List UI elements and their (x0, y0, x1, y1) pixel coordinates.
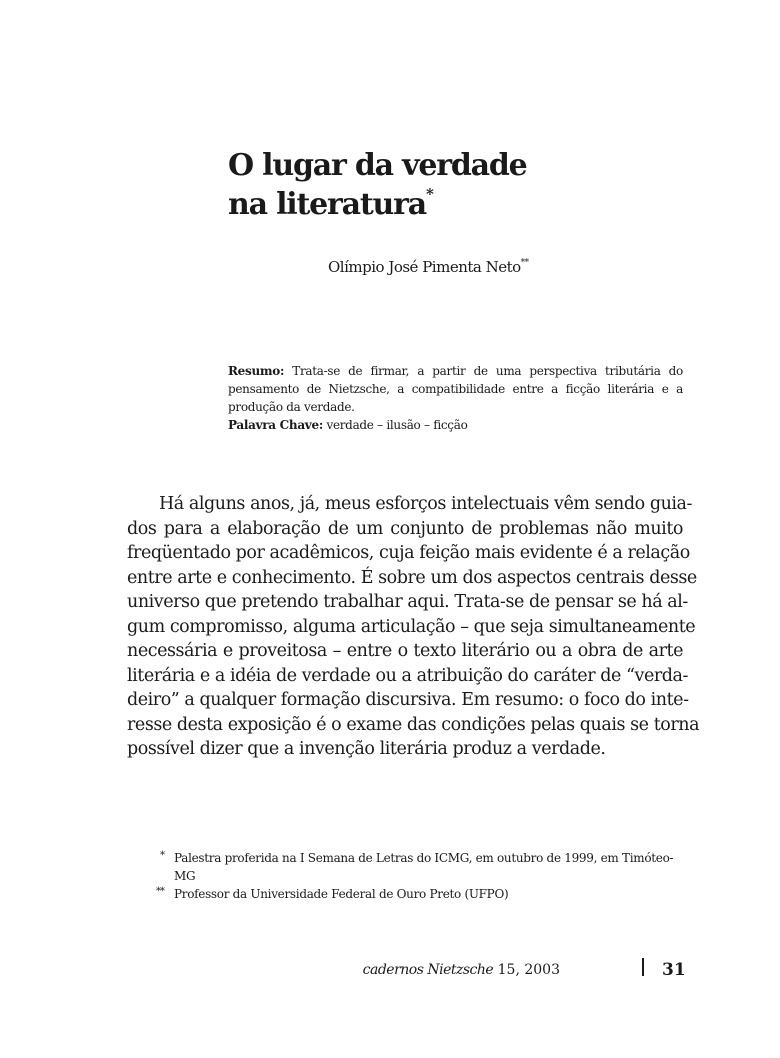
article-title (228, 146, 708, 224)
journal-name: cadernos Nietzsche (362, 962, 494, 978)
title-line-1: O lugar da verdade (228, 148, 527, 183)
author-footnote-mark: ** (520, 258, 529, 268)
footnote-1 (160, 849, 685, 885)
body-line: deiro” a qualquer formação discursiva. Em resumo: o foco do inte- (127, 690, 689, 710)
body-line: resse desta exposição é o exame das condições pelas quais se torna (127, 714, 700, 735)
body-paragraph (127, 492, 700, 762)
abstract-label: Resumo: (228, 364, 285, 378)
body-line: universo que pretendo trabalhar aqui. Trata-se de pensar se há al- (127, 592, 688, 612)
page-number: 31 (662, 960, 686, 980)
keywords-label: Palavra Chave: (228, 418, 323, 432)
body-line: possível dizer que a invenção literária produz a verdade. (127, 739, 606, 759)
body-line: necessária e proveitosa – entre o texto literário ou a obra de arte (127, 641, 683, 661)
journal-issue: 15, 2003 (493, 962, 560, 978)
footnote-text: Professor da Universidade Federal de Ouro Preto (UFPO) (174, 887, 509, 901)
body-line: Há alguns anos, já, meus esforços intelectuais vêm sendo guia- (159, 494, 692, 514)
footer-divider (642, 958, 644, 976)
footnote-mark: ** (156, 886, 164, 897)
body-line: gum compromisso, alguma articulação – que seja simultaneamente (127, 616, 696, 637)
abstract-text: Trata-se de firmar, a partir de uma perspectiva tributária do pensamento de Nietzsche, a compatibilidade entre a ficção literária e a produção da verdade. (228, 364, 683, 414)
keywords-text: verdade – ilusão – ficção (322, 418, 468, 432)
title-line-2: na literatura (228, 187, 426, 222)
footnote-mark: * (160, 850, 165, 861)
author-name (328, 258, 529, 276)
footnote-2 (156, 885, 685, 903)
author-name-text: Olímpio José Pimenta Neto (328, 258, 521, 276)
title-footnote-mark: * (426, 185, 433, 203)
body-line: literária e a idéia de verdade ou a atribuição do caráter de “verda- (127, 665, 688, 686)
footnote-text: Palestra proferida na I Semana de Letras do ICMG, em outubro de 1999, em Timóteo-MG (174, 851, 674, 883)
keywords-paragraph (228, 416, 683, 434)
running-footer (363, 962, 560, 978)
page-footer (362, 958, 690, 988)
abstract-block (228, 362, 683, 434)
footnotes (156, 849, 685, 903)
abstract-paragraph (228, 362, 683, 416)
body-line: freqüentado por acadêmicos, cuja feição mais evidente é a relação (127, 543, 690, 563)
body-line: dos para a elaboração de um conjunto de problemas não muito (127, 518, 683, 539)
body-line: entre arte e conhecimento. É sobre um dos aspectos centrais desse (127, 567, 697, 588)
